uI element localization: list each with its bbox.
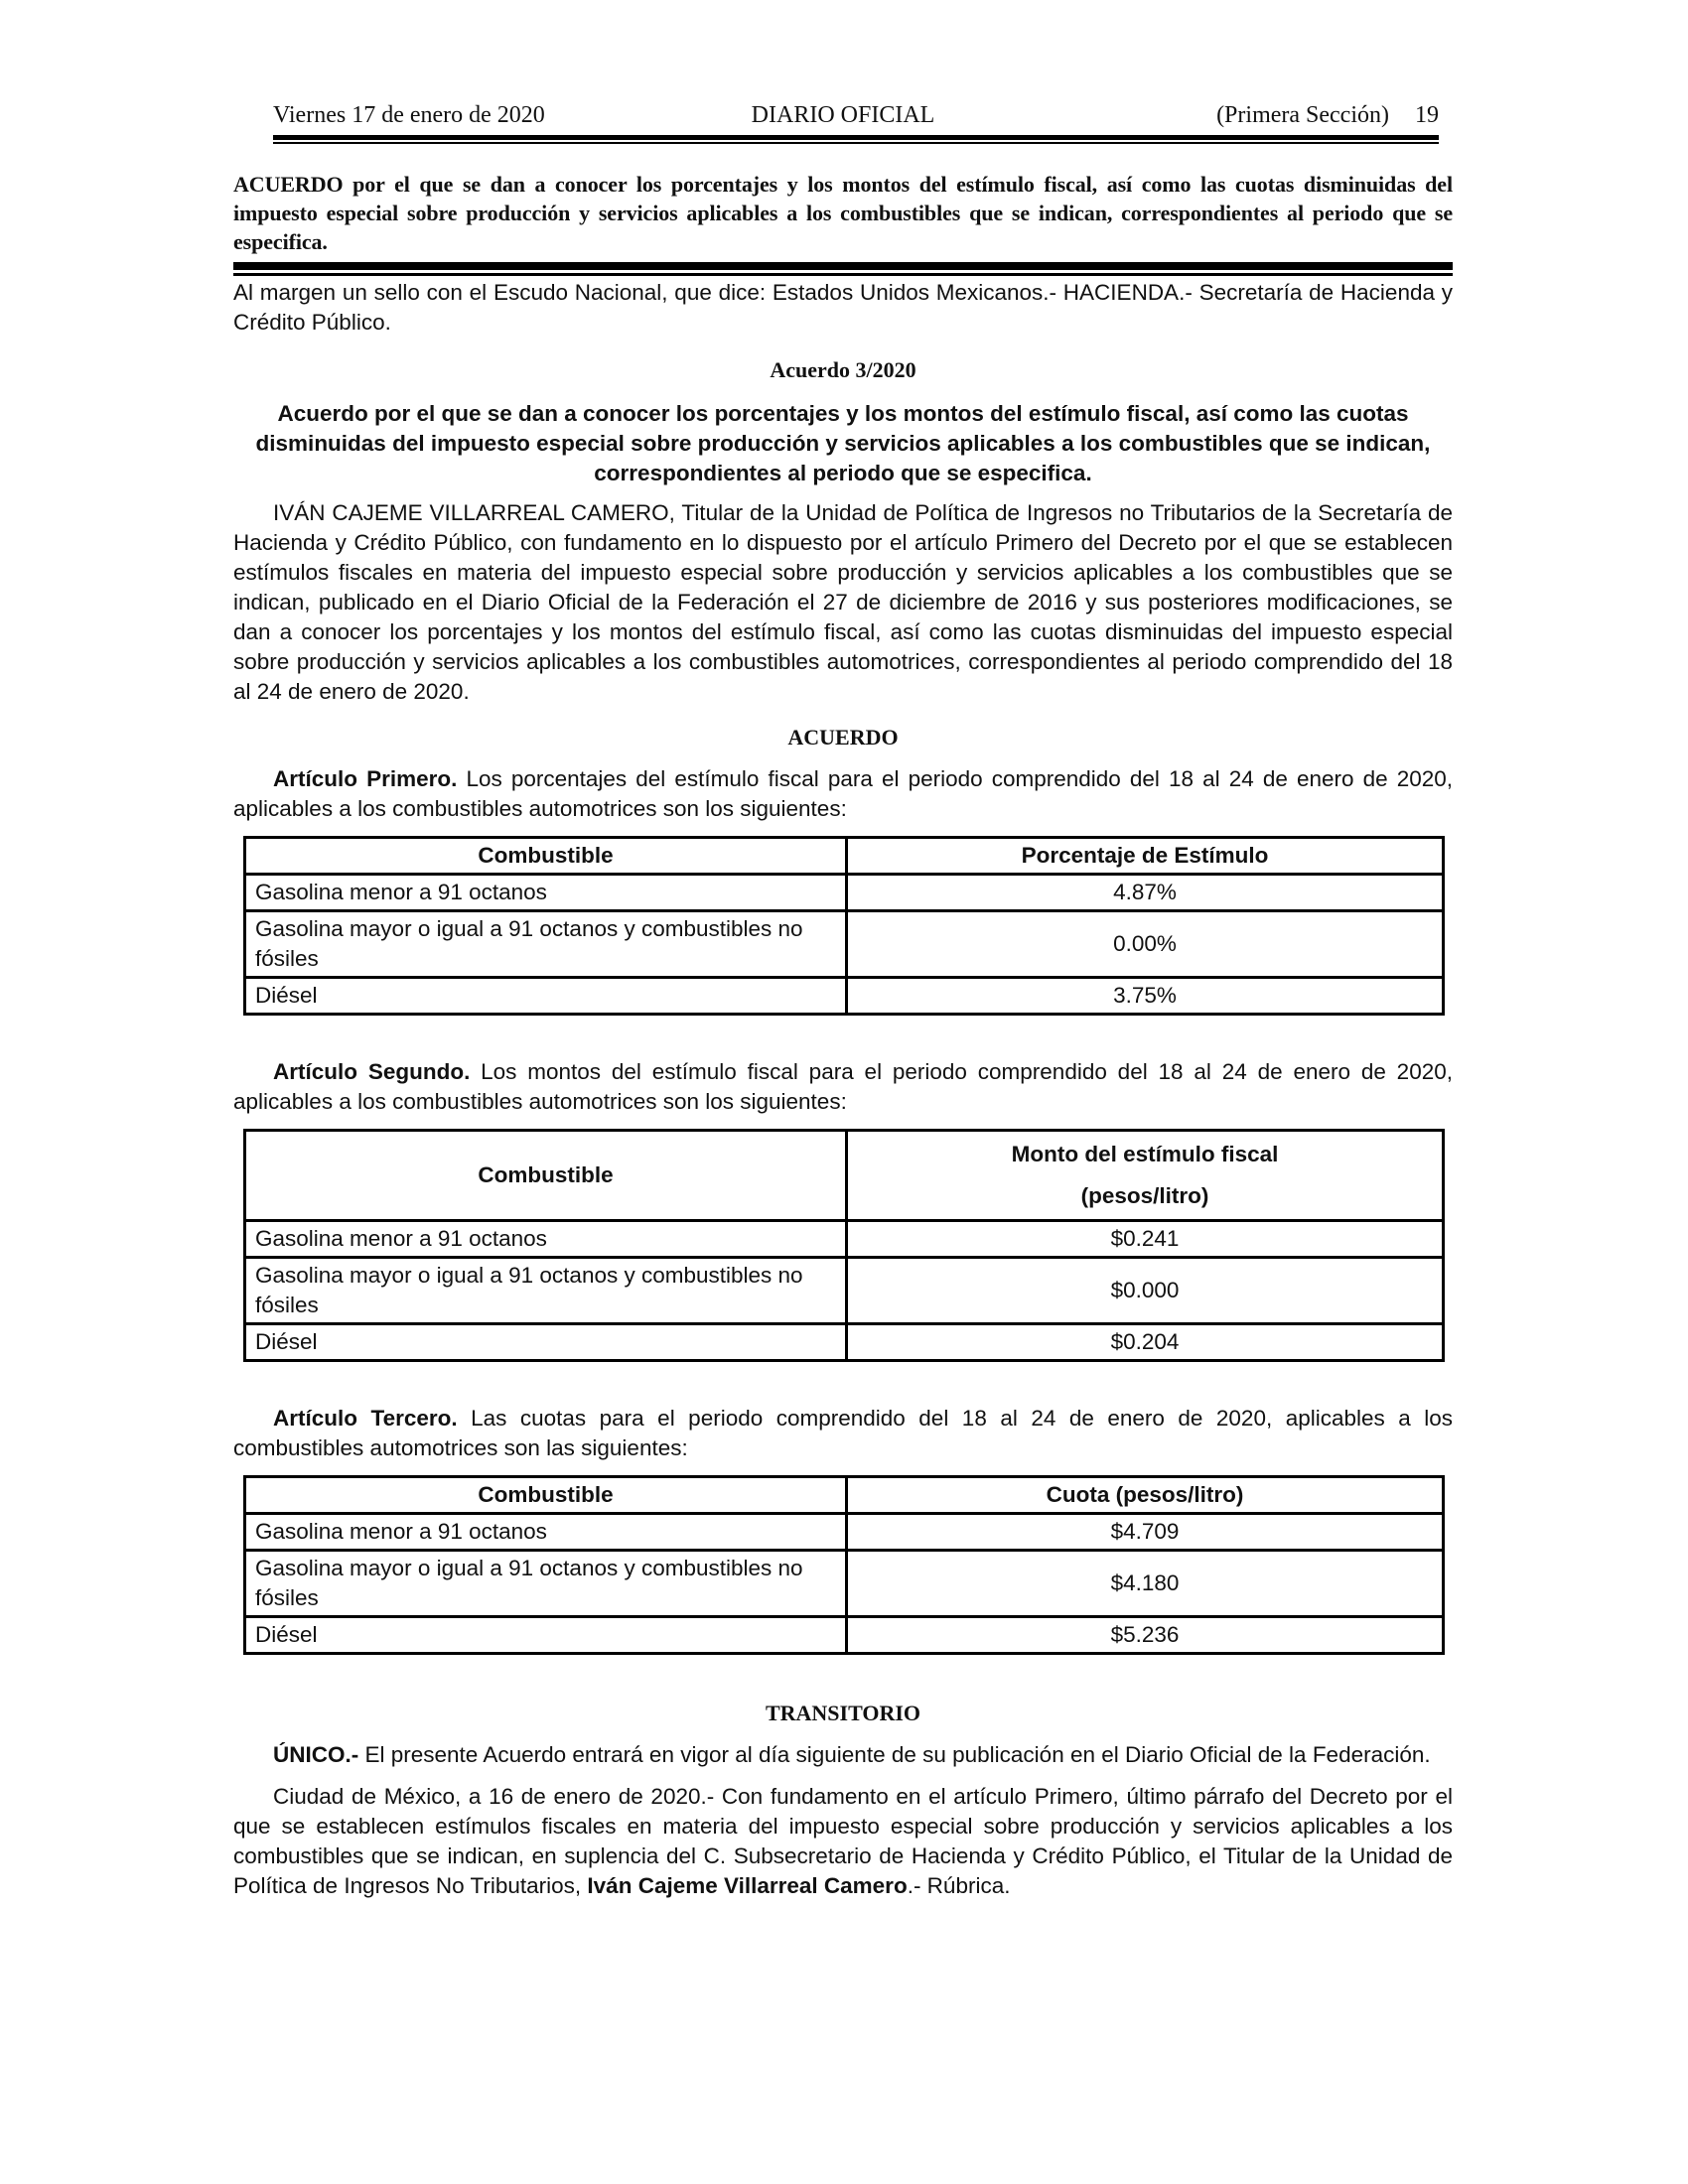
table-row <box>245 1617 1444 1654</box>
value-cell: 3.75% <box>847 978 1444 1015</box>
document-title: ACUERDO por el que se dan a conocer los porcentajes y los montos del estímulo fiscal, así como las cuotas disminuidas del impuesto especial sobre producción y servicios aplicables a los combustibles que se indican, correspondientes al periodo que se especifica. <box>233 172 1453 254</box>
unico-text: El presente Acuerdo entrará en vigor al día siguiente de su publicación en el Diario Oficial de la Federación. <box>358 1742 1431 1767</box>
column-header: Combustible <box>245 838 847 875</box>
column-header-unit: (pesos/litro) <box>1080 1183 1209 1208</box>
fuel-cell: Gasolina menor a 91 octanos <box>245 1514 847 1551</box>
value-cell: $4.709 <box>847 1514 1444 1551</box>
table-row <box>245 978 1444 1015</box>
value-cell: 4.87% <box>847 875 1444 911</box>
closing-paragraph <box>233 1782 1453 1901</box>
fuel-cell: Diésel <box>245 1617 847 1654</box>
seal-note: Al margen un sello con el Escudo Nacional, que dice: Estados Unidos Mexicanos.- HACIENDA.- Secretaría de Hacienda y Crédito Público. <box>233 280 1453 335</box>
acuerdo-heading: ACUERDO <box>787 725 899 750</box>
fuel-cell: Gasolina menor a 91 octanos <box>245 875 847 911</box>
column-header-line: Monto del estímulo fiscal <box>1011 1142 1279 1166</box>
header-date: Viernes 17 de enero de 2020 <box>273 102 545 128</box>
unico-label: ÚNICO.- <box>273 1742 359 1767</box>
section-label: (Primera Sección) <box>1216 102 1389 128</box>
article-2 <box>233 1057 1453 1117</box>
fuel-cell: Diésel <box>245 1324 847 1361</box>
column-header: Combustible <box>245 1131 847 1221</box>
header-rule <box>273 135 1439 144</box>
table-quotas <box>243 1475 1445 1655</box>
table-row <box>245 1514 1444 1551</box>
signatory-name: Iván Cajeme Villarreal Camero <box>587 1873 908 1898</box>
document-page <box>233 95 1453 1901</box>
table-header-row <box>245 838 1444 875</box>
page-number: 19 <box>1415 102 1439 128</box>
table-percentages <box>243 836 1445 1016</box>
value-cell: $0.204 <box>847 1324 1444 1361</box>
value-cell: $0.000 <box>847 1258 1444 1324</box>
table-row <box>245 911 1444 978</box>
closing-text: Ciudad de México, a 16 de enero de 2020.- Con fundamento en el artículo Primero, último párrafo del Decreto por el que se establecen estímulos fiscales en materia del impuesto especial sobre producción y servicios aplicables a los combustibles que se indican, en suplencia del C. Subsecretario de Hacienda y Crédito Público, el Titular de la Unidad de Política de Ingresos No Tributarios, <box>233 1784 1453 1898</box>
preamble: IVÁN CAJEME VILLARREAL CAMERO, Titular de la Unidad de Política de Ingresos no Tributarios de la Secretaría de Hacienda y Crédito Público, con fundamento en lo dispuesto por el artículo Primero del Decreto por el que se establecen estímulos fiscales en materia del impuesto especial sobre producción y servicios aplicables a los combustibles que se indican, publicado en el Diario Oficial de la Federación el 27 de diciembre de 2016 y sus posteriores modificaciones, se dan a conocer los porcentajes y los montos del estímulo fiscal, así como las cuotas disminuidas del impuesto especial sobre producción y servicios aplicables a los combustibles automotrices, correspondientes al periodo comprendido del 18 al 24 de enero de 2020. <box>233 500 1453 704</box>
article-2-label: Artículo Segundo. <box>273 1059 471 1084</box>
value-cell: 0.00% <box>847 911 1444 978</box>
table-row <box>245 1551 1444 1617</box>
column-header <box>847 1131 1444 1221</box>
article-2-text: Los montos del estímulo fiscal para el periodo comprendido del 18 al 24 de enero de 2020, aplicables a los combustibles automotrices son los siguientes: <box>233 1059 1453 1114</box>
fuel-cell: Diésel <box>245 978 847 1015</box>
agreement-number: Acuerdo 3/2020 <box>770 357 916 382</box>
article-1-label: Artículo Primero. <box>273 766 458 791</box>
value-cell: $4.180 <box>847 1551 1444 1617</box>
table-header-row <box>245 1477 1444 1514</box>
fuel-cell: Gasolina mayor o igual a 91 octanos y combustibles no fósiles <box>245 911 847 978</box>
table-row <box>245 875 1444 911</box>
fuel-cell: Gasolina menor a 91 octanos <box>245 1221 847 1258</box>
value-cell: $0.241 <box>847 1221 1444 1258</box>
table-row <box>245 1324 1444 1361</box>
article-1-text: Los porcentajes del estímulo fiscal para el periodo comprendido del 18 al 24 de enero de 2020, aplicables a los combustibles automotrices son los siguientes: <box>233 766 1454 821</box>
header-section <box>1216 102 1439 129</box>
table-row <box>245 1221 1444 1258</box>
transitorio-heading: TRANSITORIO <box>765 1701 921 1725</box>
article-3-label: Artículo Tercero. <box>273 1406 458 1431</box>
value-cell: $5.236 <box>847 1617 1444 1654</box>
table-amounts <box>243 1129 1445 1362</box>
agreement-subtitle: Acuerdo por el que se dan a conocer los porcentajes y los montos del estímulo fiscal, así como las cuotas disminuidas del impuesto especial sobre producción y servicios aplicables a los combustibles que se indican, correspondientes al periodo que se especifica. <box>255 401 1431 485</box>
fuel-cell: Gasolina mayor o igual a 91 octanos y combustibles no fósiles <box>245 1258 847 1324</box>
table-row <box>245 1258 1444 1324</box>
closing-suffix: .- Rúbrica. <box>907 1873 1011 1898</box>
page-header <box>233 95 1453 129</box>
column-header: Porcentaje de Estímulo <box>847 838 1444 875</box>
column-header: Cuota (pesos/litro) <box>847 1477 1444 1514</box>
article-1 <box>233 764 1453 824</box>
article-3-text: Las cuotas para el periodo comprendido del 18 al 24 de enero de 2020, aplicables a los combustibles automotrices son las siguientes: <box>233 1406 1454 1460</box>
transitorio-unico <box>233 1740 1453 1770</box>
table-header-row <box>245 1131 1444 1221</box>
article-3 <box>233 1404 1453 1463</box>
fuel-cell: Gasolina mayor o igual a 91 octanos y combustibles no fósiles <box>245 1551 847 1617</box>
column-header: Combustible <box>245 1477 847 1514</box>
title-rule <box>233 262 1453 276</box>
header-publication: DIARIO OFICIAL <box>751 102 935 128</box>
